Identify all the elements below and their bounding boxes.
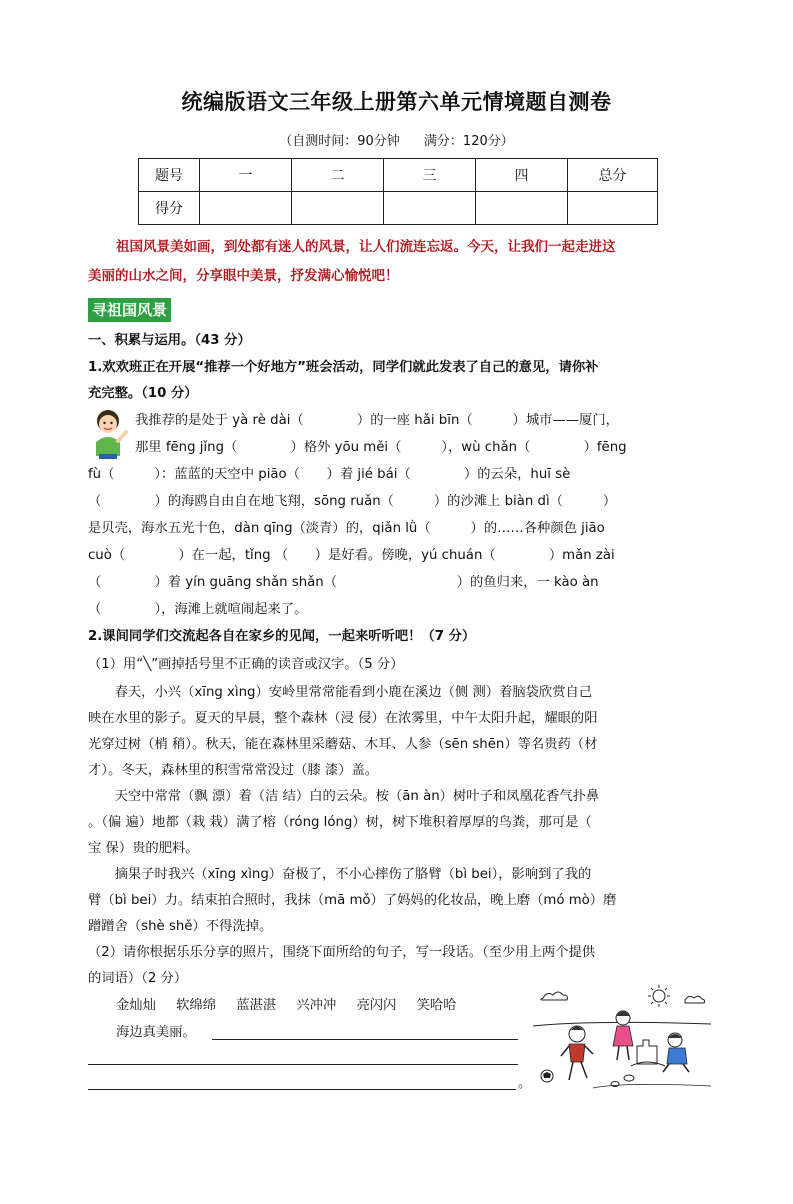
time-limit: （自测时间：90分钟	[279, 134, 400, 149]
q2-paragraph-line: 春天，小兴（xīng xìng）安岭里常常能看到小鹿在溪边（侧 测）着脑袋欣赏自己	[88, 685, 593, 700]
q2-paragraph-line: 蹭蹭舍（shè shě）不得洗掉。	[88, 919, 273, 934]
q1-text-line: （ ）的海鸥自由自在地飞翔，sōng ruǎn（ ）的沙滩上 biàn dì（ ）	[88, 494, 617, 509]
score-input-cell[interactable]	[476, 192, 568, 225]
score-input-cell[interactable]	[200, 192, 292, 225]
q2-paragraph-line: 。（偏 遍）地都（栽 栽）满了榕（róng lóng）树，树下堆积着厚厚的鸟粪，那可是（	[88, 815, 592, 830]
score-cell: 二	[292, 159, 384, 192]
q2-paragraph-line: 映在水里的影子。夏天的早晨，整个森林（浸 侵）在浓雾里，中午太阳升起，耀眼的阳	[88, 711, 598, 726]
q1-text-line: 那里 fēng jǐng（ ）格外 yōu měi（ ），wù chǎn（ ）fēng	[135, 440, 627, 455]
word-bank-item: 笑哈哈	[416, 998, 457, 1013]
score-input-cell[interactable]	[568, 192, 658, 225]
q1-text-line: cuò（ ）在一起，tǐng （ ）是好看。傍晚，yú chuán（ ）mǎn zài	[88, 548, 615, 563]
score-input-cell[interactable]	[384, 192, 476, 225]
answer-line[interactable]	[88, 1064, 518, 1065]
part1-heading: 一、积累与运用。（43 分）	[88, 333, 251, 348]
score-table-score-row	[139, 192, 658, 225]
q1-text-line: 是贝壳，海水五光十色，dàn qīng（淡青）的，qiǎn lǜ（ ）的……各种颜色 jiāo	[88, 521, 605, 536]
q2-paragraph-line: 光穿过树（梢 稍）。秋天，能在森林里采蘑菇、木耳、人参（sēn shēn）等名贵药（材	[88, 737, 598, 752]
q1-prompt-line: 1.欢欢班正在开展“推荐一个好地方”班会活动，同学们就此发表了自己的意见，请你补	[88, 360, 599, 375]
full-score: 满分：120分）	[423, 134, 514, 149]
beach-kids-illustration	[533, 984, 711, 1092]
q1-text-line: （ ）着 yín guāng shǎn shǎn（ ）的鱼归来，一 kào àn	[88, 575, 599, 590]
score-table-header-row	[139, 159, 658, 192]
score-cell: 一	[200, 159, 292, 192]
boy-avatar-icon	[88, 408, 128, 460]
q1-text-line: fù（ ）：蓝蓝的天空中 piāo（ ）着 jié bái（ ）的云朵，huī sè	[88, 467, 571, 482]
word-bank-item: 亮闪闪	[356, 998, 397, 1013]
word-bank-item: 兴冲冲	[296, 998, 337, 1013]
score-cell: 题号	[139, 159, 200, 192]
score-cell: 总分	[568, 159, 658, 192]
word-bank-item: 软绵绵	[176, 998, 217, 1013]
answer-line[interactable]	[212, 1039, 518, 1040]
q2-sub2-line: 的词语）（2 分）	[88, 971, 188, 986]
q1-text-line: （ ），海滩上就喧闹起来了。	[88, 602, 308, 617]
score-table	[138, 158, 658, 225]
score-cell: 三	[384, 159, 476, 192]
answer-line[interactable]	[88, 1089, 516, 1090]
word-bank-item: 蓝湛湛	[236, 998, 277, 1013]
intro-text	[88, 233, 708, 291]
score-input-cell[interactable]	[292, 192, 384, 225]
word-bank-item: 金灿灿	[116, 998, 156, 1013]
q2-heading: 2.课间同学们交流起各自在家乡的见闻，一起来听听吧！（7 分）	[88, 629, 476, 644]
q2-paragraph-line: 宝 保）贵的肥料。	[88, 841, 199, 856]
test-info	[0, 130, 793, 149]
q2-sub2-line: （2）请你根据乐乐分享的照片，围绕下面所给的句子，写一段话。（至少用上两个提供	[88, 945, 596, 960]
q1-prompt-line: 充完整。（10 分）	[88, 386, 198, 401]
word-bank	[116, 996, 536, 1016]
q2-sub1: （1）用“╲”画掉括号里不正确的读音或汉字。（5 分）	[88, 657, 404, 672]
q2-paragraph-line: 臂（bì bei）力。结束拍合照时，我抹（mā mǒ）了妈妈的化妆品，晚上磨（mó mò）磨	[88, 893, 617, 908]
q2-paragraph-line: 天空中常常（飘 漂）着（洁 结）白的云朵。桉（ān àn）树叶子和凤凰花香气扑鼻	[88, 789, 600, 804]
intro-line: 美丽的山水之间，分享眼中美景，抒发满心愉悦吧！	[88, 268, 399, 284]
q2-paragraph-line: 摘果子时我兴（xīng xìng）奋极了，不小心摔伤了胳臂（bì bei），影响到了我的	[88, 867, 592, 882]
q2-paragraph-line: 才）。冬天，森林里的积雪常常没过（膝 漆）盖。	[88, 763, 379, 778]
score-cell: 四	[476, 159, 568, 192]
start-sentence: 海边真美丽。	[116, 1025, 196, 1040]
q1-text-line: 我推荐的是处于 yà rè dài（ ）的一座 hǎi bīn（ ）城市——厦门，	[135, 413, 619, 428]
end-mark: 。	[518, 1076, 532, 1091]
section-tag: 寻祖国风景	[88, 298, 171, 322]
score-row-label: 得分	[139, 192, 200, 225]
page-title: 统编版语文三年级上册第六单元情境题自测卷	[181, 89, 612, 114]
intro-line: 祖国风景美如画，到处都有迷人的风景，让人们流连忘返。今天，让我们一起走进这	[116, 239, 616, 255]
